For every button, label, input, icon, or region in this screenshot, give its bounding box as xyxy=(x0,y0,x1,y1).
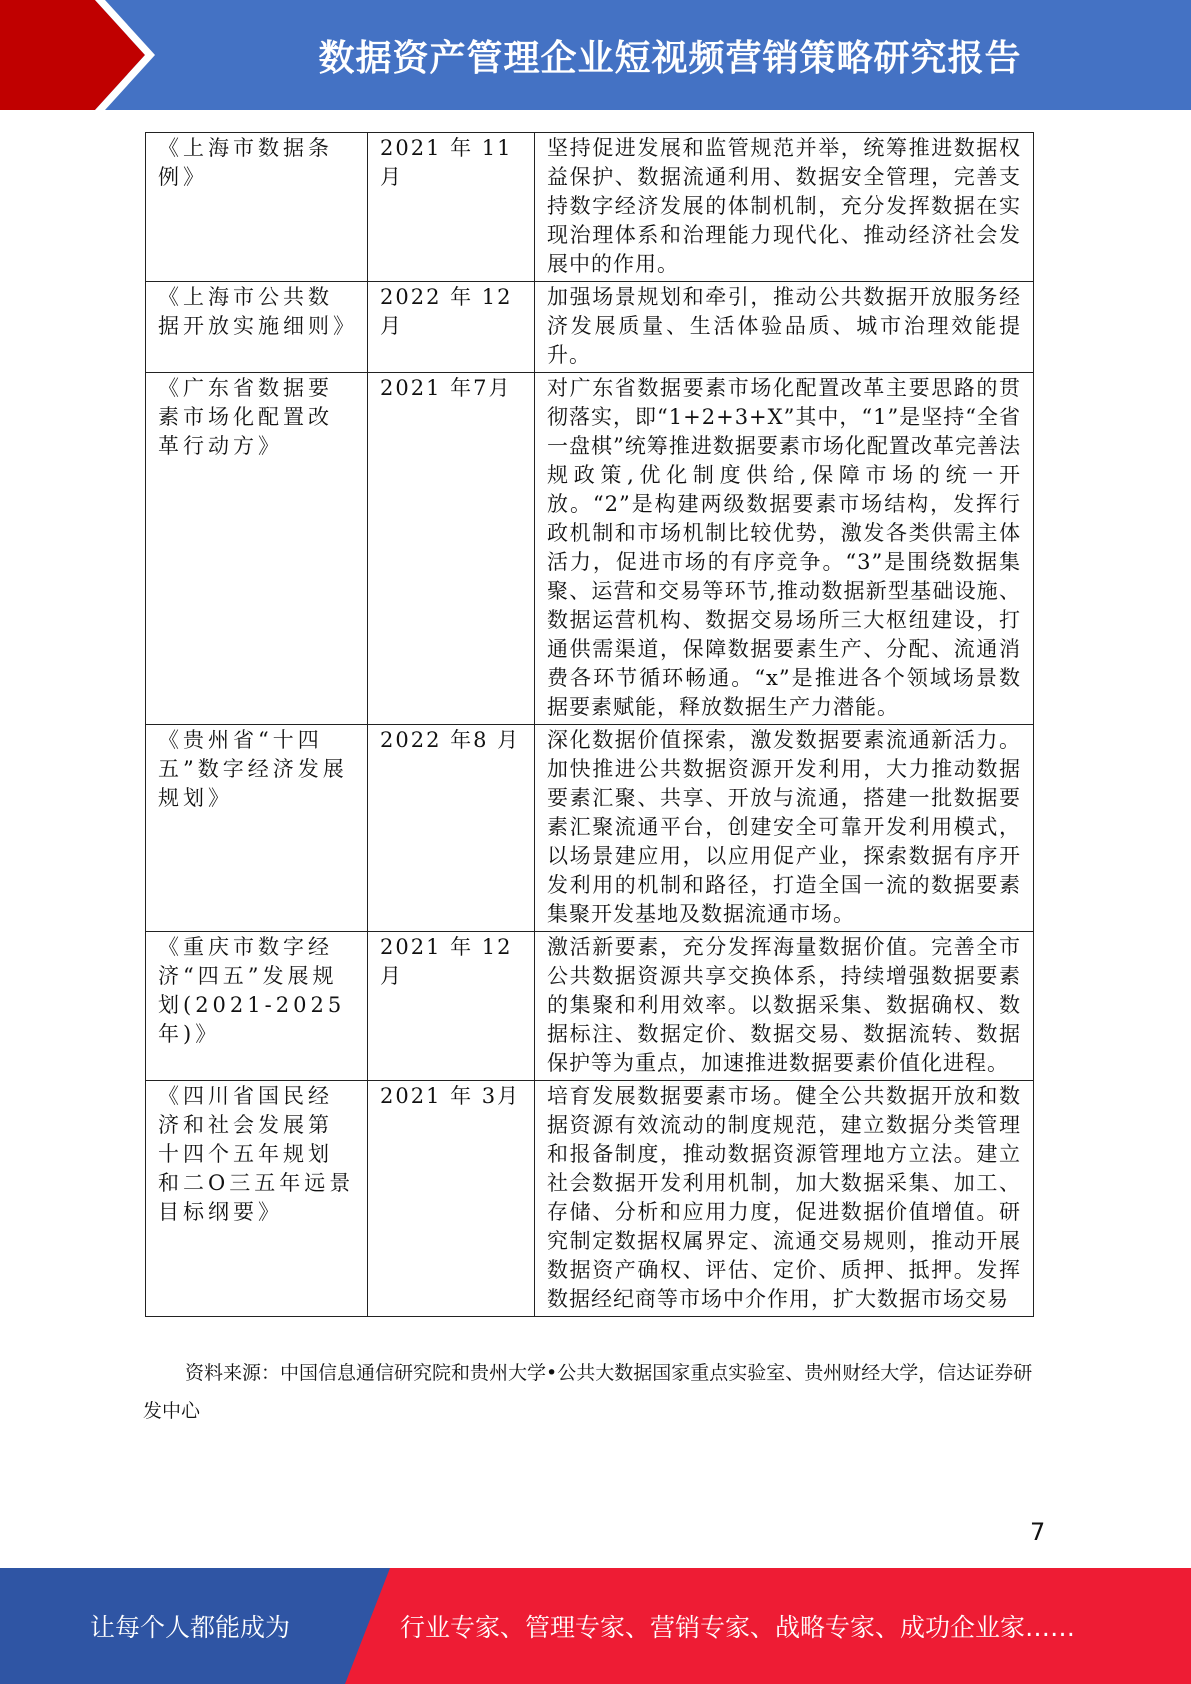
policy-date-cell: 2021 年7月 xyxy=(368,373,535,725)
policy-name-cell: 《贵州省“十四五”数字经济发展规划》 xyxy=(146,725,368,932)
policy-table xyxy=(145,132,1034,1317)
policy-name-cell: 《四川省国民经济和社会发展第十四个五年规划和二O三五年远景目标纲要》 xyxy=(146,1081,368,1317)
table-row xyxy=(146,1081,1034,1317)
report-title: 数据资产管理企业短视频营销策略研究报告 xyxy=(318,37,1022,79)
policy-date-cell: 2022 年8 月 xyxy=(368,725,535,932)
policy-date-cell: 2022 年 12 月 xyxy=(368,282,535,373)
footer-slogan-right: 行业专家、管理专家、营销专家、战略专家、成功企业家…… xyxy=(400,1613,1076,1642)
policy-description-cell: 激活新要素，充分发挥海量数据价值。完善全市公共数据资源共享交换体系，持续增强数据要素的集聚和利用效率。以数据采集、数据确权、数据标注、数据定价、数据交易、数据流转、数据保护等为重点，加速推进数据要素价值化进程。 xyxy=(535,932,1034,1081)
footer-slogan-left: 让每个人都能成为 xyxy=(89,1613,290,1642)
policy-description-cell: 深化数据价值探索，激发数据要素流通新活力。加快推进公共数据资源开发利用，大力推动数据要素汇聚、共享、开放与流通，搭建一批数据要素汇聚流通平台，创建安全可靠开发利用模式，以场景建应用，以应用促产业，探索数据有序开发利用的机制和路径，打造全国一流的数据要素集聚开发基地及数据流通市场。 xyxy=(535,725,1034,932)
table-row xyxy=(146,282,1034,373)
policy-date-cell: 2021 年 11 月 xyxy=(368,133,535,282)
page-number: 7 xyxy=(1030,1518,1046,1546)
policy-name-cell: 《重庆市数字经济“四五”发展规划(2021-2025 年)》 xyxy=(146,932,368,1081)
policy-description-cell: 对广东省数据要素市场化配置改革主要思路的贯彻落实，即“1+2+3+X”其中，“1”是坚持“全省一盘棋”统筹推进数据要素市场化配置改革完善法规政策,优化制度供给,保障市场的统一开放。“2”是构建两级数据要素市场结构，发挥行政机制和市场机制比较优势，激发各类供需主体活力，促进市场的有序竞争。“3”是围绕数据集聚、运营和交易等环节,推动数据新型基础设施、数据运营机构、数据交易场所三大枢纽建设，打通供需渠道，保障数据要素生产、分配、流通消费各环节循环畅通。“x”是推进各个领域场景数据要素赋能，释放数据生产力潜能。 xyxy=(535,373,1034,725)
policy-description-cell: 加强场景规划和牵引，推动公共数据开放服务经济发展质量、生活体验品质、城市治理效能提升。 xyxy=(535,282,1034,373)
table-row xyxy=(146,133,1034,282)
policy-description-cell: 培育发展数据要素市场。健全公共数据开放和数据资源有效流动的制度规范，建立数据分类管理和报备制度，推动数据资源管理地方立法。建立社会数据开发利用机制，加大数据采集、加工、存储、分析和应用力度，促进数据价值增值。研究制定数据权属界定、流通交易规则，推动开展数据资产确权、评估、定价、质押、抵押。发挥数据经纪商等市场中介作用，扩大数据市场交易 xyxy=(535,1081,1034,1317)
page-footer xyxy=(0,1568,1191,1684)
policy-description-cell: 坚持促进发展和监管规范并举，统筹推进数据权益保护、数据流通利用、数据安全管理，完善支持数字经济发展的体制机制，充分发挥数据在实现治理体系和治理能力现代化、推动经济社会发展中的作用。 xyxy=(535,133,1034,282)
policy-name-cell: 《上海市公共数据开放实施细则》 xyxy=(146,282,368,373)
table-row xyxy=(146,725,1034,932)
policy-name-cell: 《上海市数据条例》 xyxy=(146,133,368,282)
policy-date-cell: 2021 年 12 月 xyxy=(368,932,535,1081)
page-header xyxy=(0,0,1191,110)
table-row xyxy=(146,932,1034,1081)
policy-date-cell: 2021 年 3月 xyxy=(368,1081,535,1317)
table-row xyxy=(146,373,1034,725)
header-red-chevron-decoration xyxy=(0,0,160,110)
source-note: 资料来源：中国信息通信研究院和贵州大学•公共大数据国家重点实验室、贵州财经大学，信达证券研发中心 xyxy=(143,1362,1033,1422)
policy-name-cell: 《广东省数据要素市场化配置改革行动方》 xyxy=(146,373,368,725)
